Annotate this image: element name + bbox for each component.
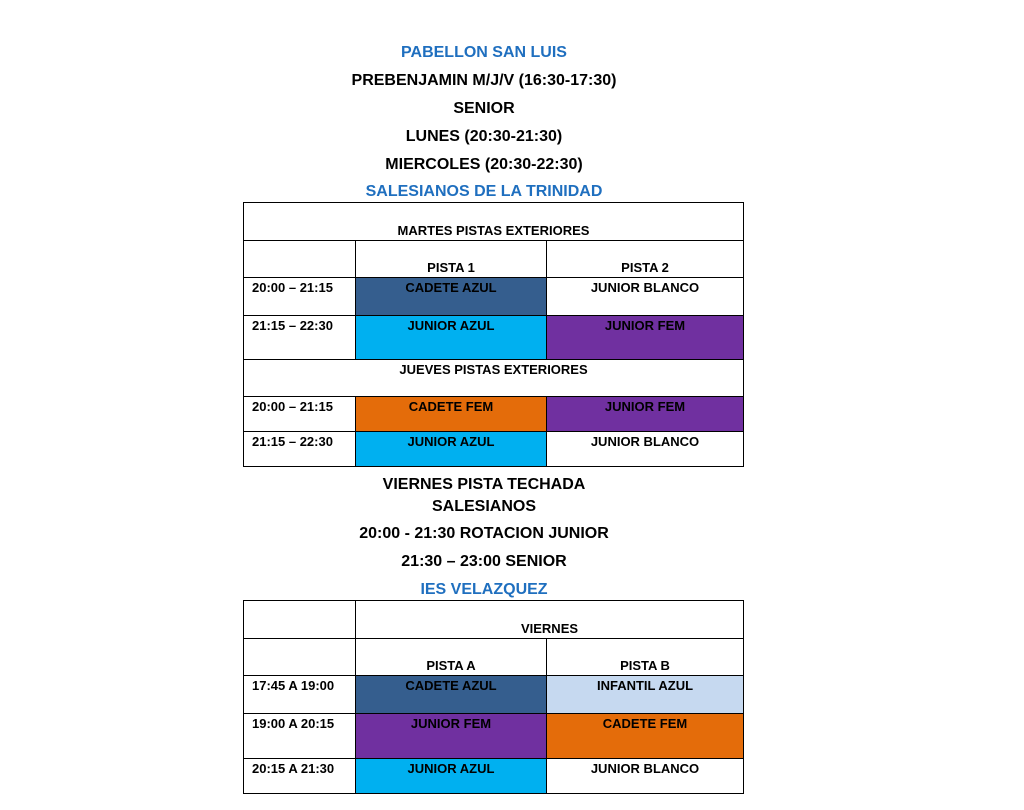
- viernes-line-3: 20:00 - 21:30 ROTACION JUNIOR: [359, 525, 609, 542]
- viernes-header: VIERNES: [356, 601, 744, 639]
- velazquez-slot-2-pistaA: JUNIOR FEM: [356, 714, 547, 759]
- table-corner-cell: [244, 601, 356, 639]
- pabellon-line-4: MIERCOLES (20:30-22:30): [385, 156, 583, 173]
- viernes-line-1: VIERNES PISTA TECHADA: [382, 476, 586, 493]
- table-corner-cell: [244, 241, 356, 278]
- velazquez-schedule-table: [243, 600, 744, 794]
- velazquez-slot-1-pistaB: INFANTIL AZUL: [547, 676, 744, 714]
- velazquez-slot-3-pistaA: JUNIOR AZUL: [356, 759, 547, 794]
- pista1-header: PISTA 1: [356, 241, 547, 278]
- pabellon-line-2: SENIOR: [453, 100, 515, 117]
- martes-slot-2-pista1: JUNIOR AZUL: [356, 316, 547, 360]
- velazquez-slot-3-pistaB: JUNIOR BLANCO: [547, 759, 744, 794]
- viernes-line-4: 21:30 – 23:00 SENIOR: [401, 553, 567, 570]
- pistaA-header: PISTA A: [356, 639, 547, 676]
- pista2-header: PISTA 2: [547, 241, 744, 278]
- jueves-slot-2-pista2: JUNIOR BLANCO: [547, 432, 744, 467]
- pabellon-line-1: PREBENJAMIN M/J/V (16:30-17:30): [351, 72, 617, 89]
- jueves-slot-2-pista1: JUNIOR AZUL: [356, 432, 547, 467]
- martes-slot-2-pista2: JUNIOR FEM: [547, 316, 744, 360]
- martes-time-1: 20:00 – 21:15: [244, 278, 356, 316]
- jueves-header: JUEVES PISTAS EXTERIORES: [244, 360, 744, 397]
- velazquez-slot-2-pistaB: CADETE FEM: [547, 714, 744, 759]
- table-corner-cell: [244, 639, 356, 676]
- martes-header: MARTES PISTAS EXTERIORES: [244, 203, 744, 241]
- martes-slot-1-pista1: CADETE AZUL: [356, 278, 547, 316]
- pabellon-title: PABELLON SAN LUIS: [401, 44, 567, 61]
- velazquez-time-1: 17:45 A 19:00: [244, 676, 356, 714]
- salesianos-schedule-table: [243, 202, 744, 467]
- jueves-slot-1-pista2: JUNIOR FEM: [547, 397, 744, 432]
- jueves-time-2: 21:15 – 22:30: [244, 432, 356, 467]
- velazquez-time-3: 20:15 A 21:30: [244, 759, 356, 794]
- jueves-slot-1-pista1: CADETE FEM: [356, 397, 547, 432]
- salesianos-title: SALESIANOS DE LA TRINIDAD: [365, 183, 603, 200]
- pistaB-header: PISTA B: [547, 639, 744, 676]
- velazquez-title: IES VELAZQUEZ: [420, 581, 548, 598]
- velazquez-time-2: 19:00 A 20:15: [244, 714, 356, 759]
- velazquez-slot-1-pistaA: CADETE AZUL: [356, 676, 547, 714]
- viernes-line-2: SALESIANOS: [431, 498, 536, 515]
- jueves-time-1: 20:00 – 21:15: [244, 397, 356, 432]
- martes-time-2: 21:15 – 22:30: [244, 316, 356, 360]
- pabellon-line-3: LUNES (20:30-21:30): [405, 128, 563, 145]
- martes-slot-1-pista2: JUNIOR BLANCO: [547, 278, 744, 316]
